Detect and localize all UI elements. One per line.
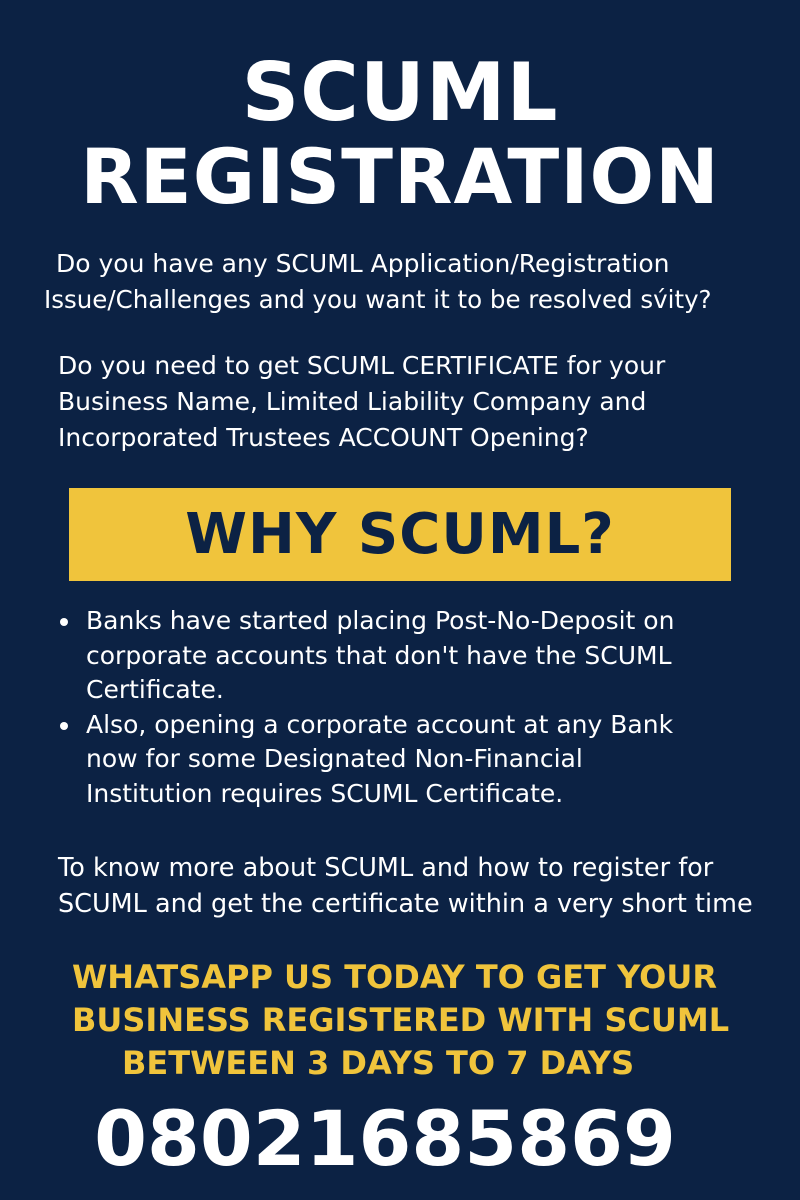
reason-1-line-2: corporate accounts that don't have the SCUML <box>86 640 672 670</box>
question-2-line-3: Incorporated Trustees ACCOUNT Opening? <box>58 423 589 452</box>
whatsapp-cta-line-1: WHATSAPP US TODAY TO GET YOUR <box>72 958 717 996</box>
more-info-line-1: To know more about SCUML and how to register for <box>58 853 714 883</box>
more-info-line-2: SCUML and get the certificate within a very short time <box>58 889 753 919</box>
reason-item-2 <box>56 708 674 812</box>
reason-1-line-1: Banks have started placing Post-No-Deposit on <box>86 606 675 635</box>
whatsapp-cta-line-2: BUSINESS REGISTERED WITH SCUML <box>72 1001 730 1039</box>
why-scuml-banner <box>69 488 731 581</box>
question-1-line-1: Do you have any SCUML Application/Registration <box>56 249 670 278</box>
reasons-list <box>56 604 674 811</box>
more-info-text <box>58 850 753 922</box>
reason-2-line-2: now for some Designated Non-Financial <box>86 744 583 773</box>
phone-number: 08021685869 <box>94 1094 676 1183</box>
reason-item-1 <box>56 604 674 708</box>
reason-2-line-1: Also, opening a corporate account at any Bank <box>86 709 674 739</box>
whatsapp-cta-line-3: BETWEEN 3 DAYS TO 7 DAYS <box>122 1044 635 1082</box>
bullet-dot-icon <box>60 618 68 626</box>
reason-2-line-3: Institution requires SCUML Certificate. <box>86 778 564 808</box>
reason-1-line-3: Certificate. <box>86 675 224 704</box>
question-2 <box>58 348 665 456</box>
bullet-dot-icon <box>60 722 68 730</box>
title-line-1: SCUML <box>241 46 559 139</box>
why-scuml-heading: WHY SCUML? <box>185 502 615 567</box>
question-1-line-2: Issue/Challenges and you want it to be resolved sv́ity? <box>44 285 712 314</box>
question-2-line-1: Do you need to get SCUML CERTIFICATE for your <box>58 351 666 380</box>
question-2-line-2: Business Name, Limited Liability Company and <box>58 387 647 416</box>
title-line-2: REGISTRATION <box>80 132 720 221</box>
